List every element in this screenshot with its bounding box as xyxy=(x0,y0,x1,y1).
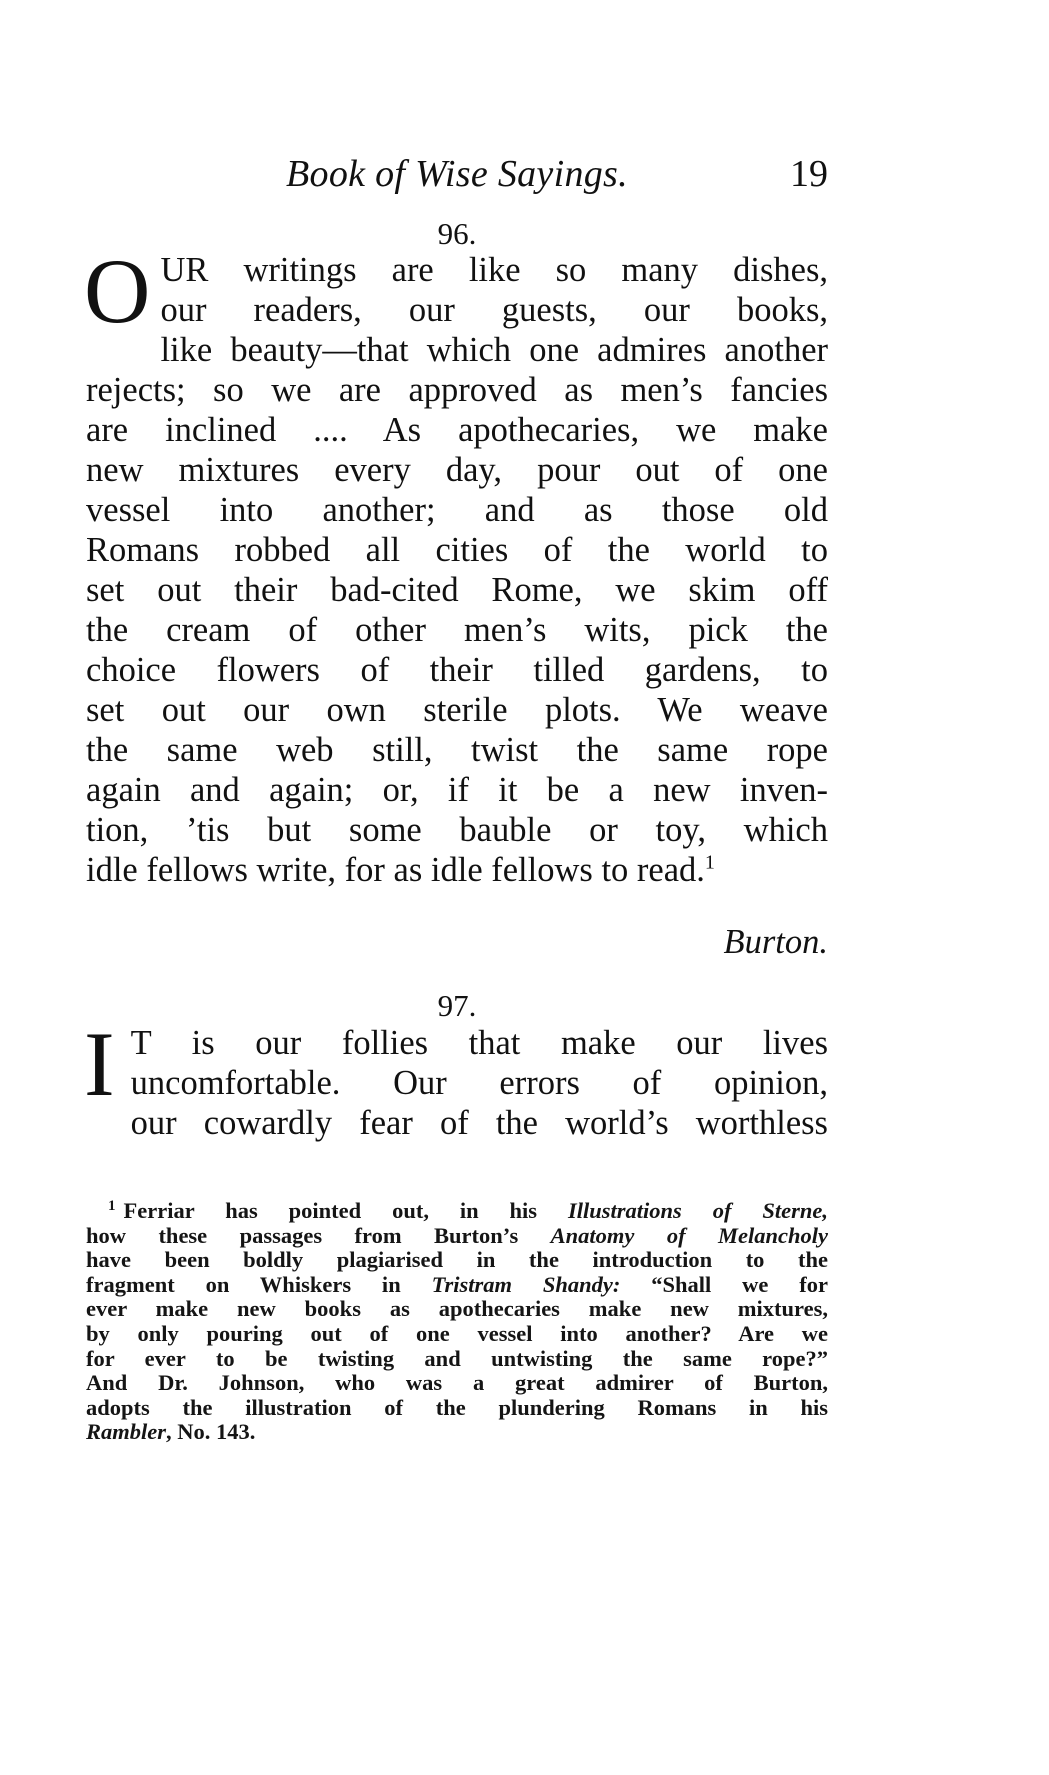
footnote-line xyxy=(86,1273,828,1298)
text-line: our cowardly fear of the world’s worthless xyxy=(130,1104,828,1142)
footnote-title: Rambler xyxy=(86,1419,167,1445)
footnote-title: Anatomy of Melancholy xyxy=(550,1222,828,1248)
text-line: the cream of other men’s wits, pick the xyxy=(86,611,828,649)
text-line: uncomfortable. Our errors of opinion, xyxy=(130,1064,828,1102)
text-line: vessel into another; and as those old xyxy=(86,491,828,529)
footnote-text: Ferriar has pointed out, in his xyxy=(123,1198,568,1223)
footnote-line: And Dr. Johnson, who was a great admirer of Burton, xyxy=(86,1370,828,1396)
text-line: again and again; or, if it be a new inven- xyxy=(86,771,828,809)
footnote-line xyxy=(86,1420,828,1445)
text-line: idle fellows write, for as idle fellows to read. xyxy=(86,851,705,889)
footnote-title: Tristram Shandy: xyxy=(431,1271,621,1297)
running-head xyxy=(86,150,828,200)
footnote-line xyxy=(86,1224,828,1249)
attribution: Burton. xyxy=(723,923,828,961)
text-line: T is our follies that make our lives xyxy=(130,1024,828,1062)
drop-cap: I xyxy=(84,1013,115,1115)
running-title: Book of Wise Sayings. xyxy=(286,153,628,195)
text-line: the same web still, twist the same rope xyxy=(86,731,828,769)
text-line: are inclined .... As apothecaries, we make xyxy=(86,411,828,449)
text-line: new mixtures every day, pour out of one xyxy=(86,451,828,489)
footnote-line: ever make new books as apothecaries make new mixtures, xyxy=(86,1296,828,1322)
entry-number-96: 96. xyxy=(437,216,477,251)
footnote xyxy=(86,1199,828,1445)
text-line: set out our own sterile plots. We weave xyxy=(86,691,828,729)
text-line: UR writings are like so many dishes, xyxy=(160,251,828,289)
footnote-text: how these passages from Burton’s xyxy=(86,1222,551,1248)
footnote-mark: 1 xyxy=(108,1197,116,1214)
page-number: 19 xyxy=(790,153,828,195)
text-line: like beauty—that which one admires another xyxy=(160,331,828,369)
footnote-line xyxy=(86,1199,828,1224)
footnote-line: by only pouring out of one vessel into another? Are we xyxy=(86,1320,828,1346)
text-line-with-footnote xyxy=(86,850,828,890)
footnote-line: adopts the illustration of the plundering Romans in his xyxy=(86,1394,828,1420)
text-line: choice flowers of their tilled gardens, to xyxy=(86,651,828,689)
footnote-title: Illustrations of Sterne, xyxy=(567,1198,828,1223)
entry-number-97: 97. xyxy=(437,988,477,1023)
footnote-reference: 1 xyxy=(704,851,715,874)
footnote-text: , No. 143. xyxy=(166,1419,256,1445)
text-line: Romans robbed all cities of the world to xyxy=(86,531,828,569)
drop-cap: O xyxy=(84,240,151,342)
footnote-text: “Shall we for xyxy=(620,1271,829,1297)
footnote-line: for ever to be twisting and untwisting the same rope?” xyxy=(86,1345,828,1371)
text-line: tion, ’tis but some bauble or toy, which xyxy=(86,811,828,849)
text-line: set out their bad-cited Rome, we skim off xyxy=(86,571,828,609)
text-line: rejects; so we are approved as men’s fancies xyxy=(86,371,828,409)
footnote-line: have been boldly plagiarised in the introduction to the xyxy=(86,1247,828,1273)
entry-96-text xyxy=(84,240,828,890)
text-line: our readers, our guests, our books, xyxy=(160,291,828,329)
footnote-text: fragment on Whiskers in xyxy=(86,1271,432,1297)
entry-97-text xyxy=(84,1013,828,1143)
